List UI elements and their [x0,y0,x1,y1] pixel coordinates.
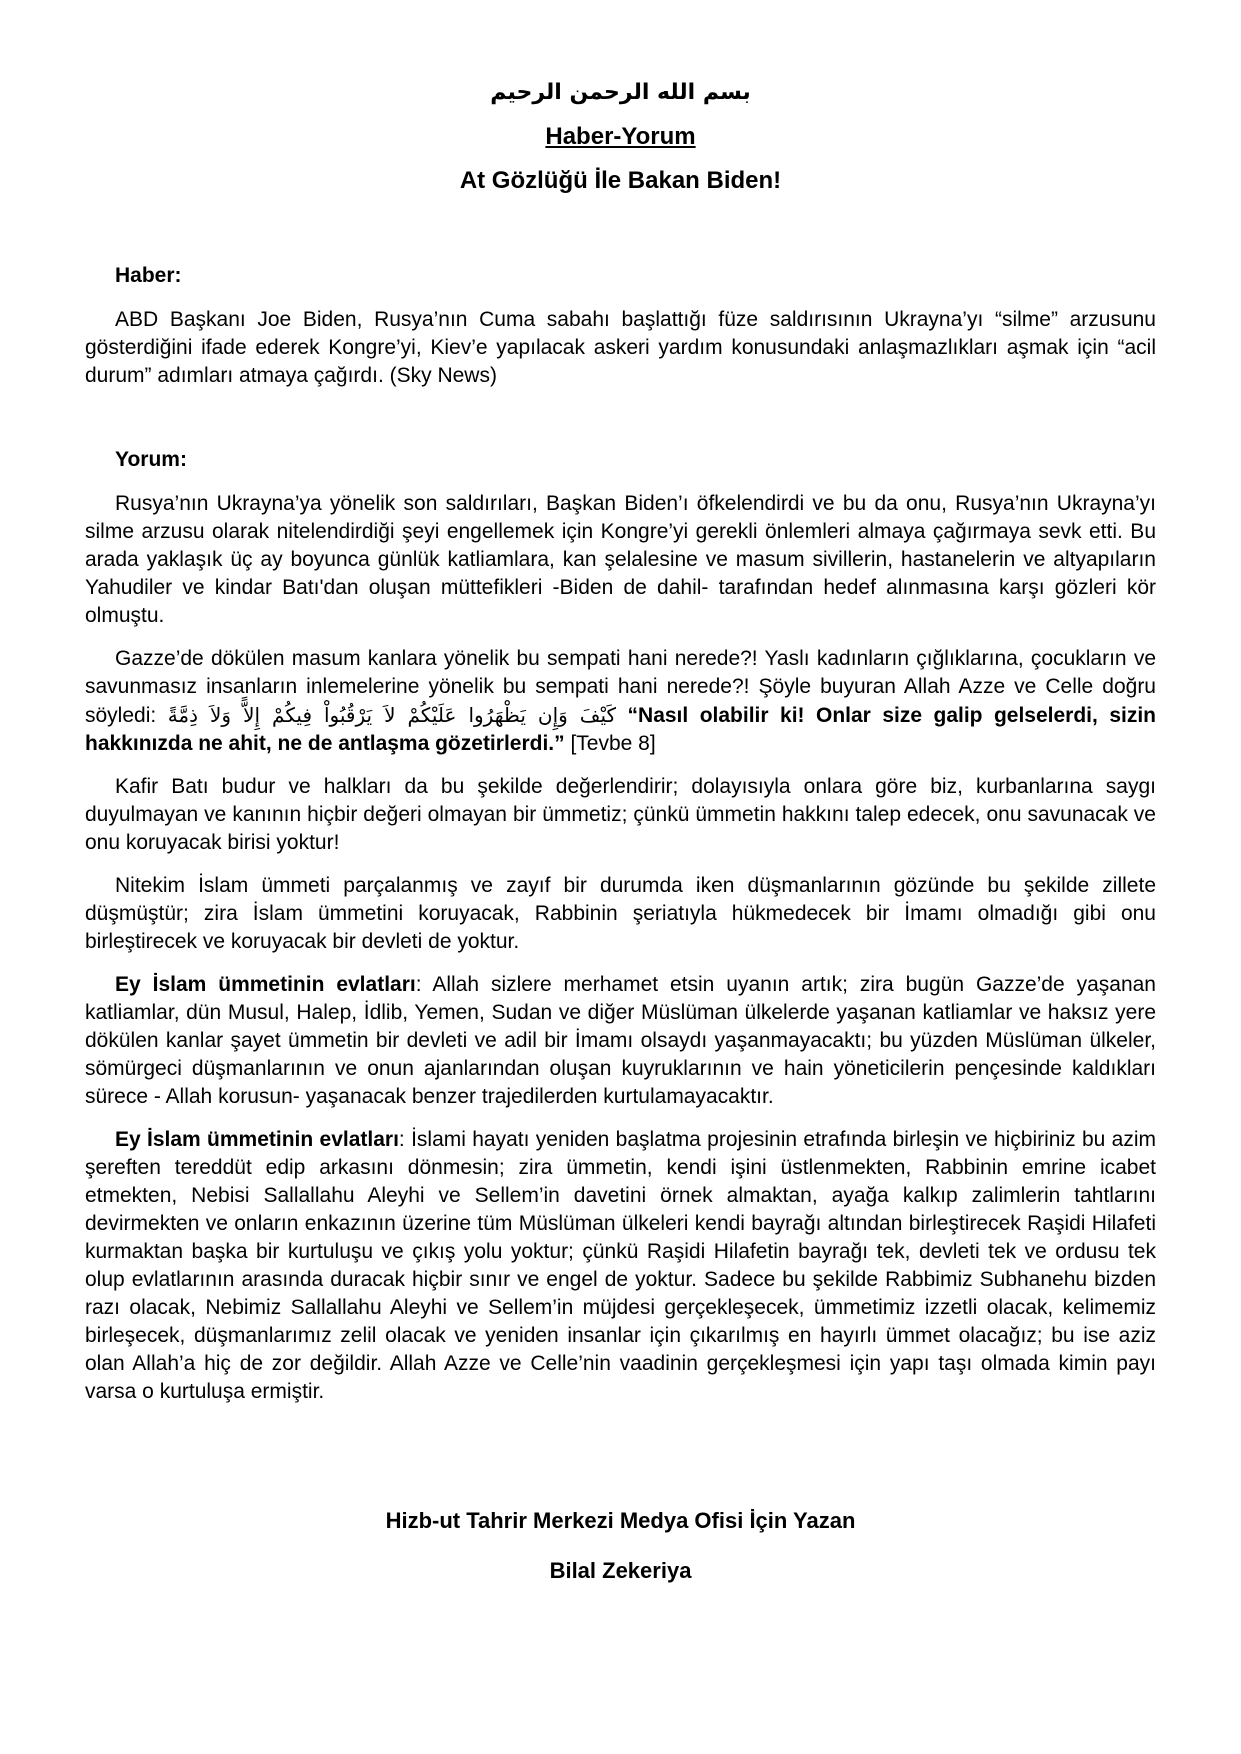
doc-type-heading [85,120,1156,154]
haber-colon: : [174,264,182,287]
haber-paragraph: ABD Başkanı Joe Biden, Rusya’nın Cuma sabahı başlattığı füze saldırısının Ukrayna’yı “silme” arzusunu gösterdiğini ifade ederek Kongre’yi, Kiev’e yapılacak askeri yardım konusundaki anlaşmazlıkları aşmak için “acil durum” adımları atmaya çağırdı. (Sky News) [85,308,1156,387]
quote-intro-text: Gazze’de dökülen masum kanlara yönelik bu sempati hani nerede?! Yaslı kadınların çığlıklarına, çocukların ve savunmasız insanların inlemelerine yönelik bu sempati hani nerede?! Şöyle buyuran Allah Azze ve Celle doğru söyledi: [85,647,1156,727]
call-rest-1: : Allah sizlere merhamet etsin uyanın artık; zira bugün Gazze’de yaşanan katliamlar, dün Musul, Halep, İdlib, Yemen, Sudan ve diğer Müslüman ülkelerde yaşanan katliamlar ve haksız yere dökülen kanlar şayet ümmetin bir devleti ve adil bir İmamı olsaydı yaşanmayacaktı; bu yüzden Müslüman ülkeler, sömürgeci düşmanlarının ve onun ajanlarından oluşan kuyruklarının ve hain yöneticilerin pençesinde kaldıkları sürece - Allah korusun- yaşanacak benzer trajedilerden kurtulamayacaktır. [85,973,1156,1108]
quran-verse-arabic: كَيْفَ وَإِن يَظْهَرُوا عَلَيْكُمْ لاَ يَرْقُبُواْ فِيكُمْ إِلاًّ وَلاَ ذِمَّةً [167,703,617,727]
footer-byline: Hizb-ut Tahrir Merkezi Medya Ofisi İçin Yazan [385,1508,856,1533]
document-title: At Gözlüğü İle Bakan Biden! [459,167,782,194]
doc-type-label: Haber-Yorum [545,123,696,150]
haber-label: Haber [115,264,175,287]
footer-author: Bilal Zekeriya [549,1558,692,1583]
yorum-paragraph-call-1 [85,971,1156,1111]
verse-reference: [Tevbe 8] [564,732,656,755]
yorum-paragraph-1: Rusya’nın Ukrayna’ya yönelik son saldırıları, Başkan Biden’ı öfkelendirdi ve bu da onu, Rusya’nın Ukrayna’yı silme arzusu olarak nitelendirdiği şeyi engellemek için Kongre’yi gerekli önlemleri almaya çağırmaya sevk etti. Bu arada yaklaşık üç ay boyunca günlük katliamlara, kan şelalesine ve masum sivillerin, hastanelerin ve altyapıların Yahudiler ve kindar Batı'dan oluşan müttefikleri -Biden de dahil- tarafından hedef alınmasına karşı gözleri kör olmuştu. [85,492,1156,627]
yorum-paragraph-call-2 [85,1126,1156,1406]
yorum-paragraph-4: Nitekim İslam ümmeti parçalanmış ve zayıf bir durumda iken düşmanlarının gözünde bu şekilde zillete düşmüştür; zira İslam ümmetini koruyacak, Rabbinin şeriatıyla hükmedecek bir İmamı olmadığı gibi onu birleştirecek ve koruyacak bir devleti de yoktur. [85,874,1156,953]
haber-section-heading [85,262,1156,290]
yorum-paragraph-3: Kafir Batı budur ve halkları da bu şekilde değerlendirir; dolayısıyla onlara göre biz, kurbanlarına saygı duyulmayan ve kanının hiçbir değeri olmayan bir ümmetiz; çünkü ümmetin hakkını talep edecek, onu savunacak ve onu koruyacak birisi yoktur! [85,775,1156,854]
document-footer [85,1506,1156,1586]
yorum-paragraph-quote [85,645,1156,758]
yorum-colon: : [179,448,187,471]
call-lead-bold-1: Ey İslam ümmetinin evlatları [115,973,416,996]
quran-verse-translation: “Nasıl olabilir ki! Onlar size galip gelselerdi, sizin hakkınızda ne ahit, ne de antlaşma gözetirlerdi.” [85,704,1157,755]
bismillah-text: بسم الله الرحمن الرحيم [490,80,751,105]
call-rest-2: : İslami hayatı yeniden başlatma projesinin etrafında birleşin ve hiçbiriniz bu azim şereften tereddüt edip arkasını dönmesin; zira ümmetin, kendi işini üstlenmekten, Rabbinin emrine icabet etmekten, Nebisi Sallallahu Aleyhi ve Sellem’in davetini örnek almaktan, ayağa kalkıp zalimlerin tahtlarını devirmekten ve onların enkazının üzerine tüm Müslüman ülkeleri kendi bayrağı altından birleştirecek Raşidi Hilafeti kurmaktan başka bir kurtuluşu ve çıkış yolu yoktur; çünkü Raşidi Hilafetin bayrağı tek, devleti tek ve ordusu tek olup evlatlarının arasında duracak hiçbir sınır ve engel de yoktur. Sadece bu şekilde Rabbimiz Subhanehu bizden razı olacak, Nebimiz Sallallahu Aleyhi ve Sellem’in müjdesi gerçekleşecek, ümmetimiz izzetli olacak, kelimemiz birleşecek, düşmanlarımız zelil olacak ve yeniden insanlar için çıkarılmış en hayırlı ümmet olacağız; bu ise aziz olan Allah’a hiç de zor değildir. Allah Azze ve Celle’nin vaadinin gerçekleşmesi için yapı taşı olmada kimin payı varsa o kurtuluşa ermiştir. [85,1128,1156,1403]
yorum-label: Yorum [115,448,180,471]
yorum-section-heading [85,446,1156,474]
call-lead-bold-2: Ey İslam ümmetinin evlatları [115,1128,399,1151]
